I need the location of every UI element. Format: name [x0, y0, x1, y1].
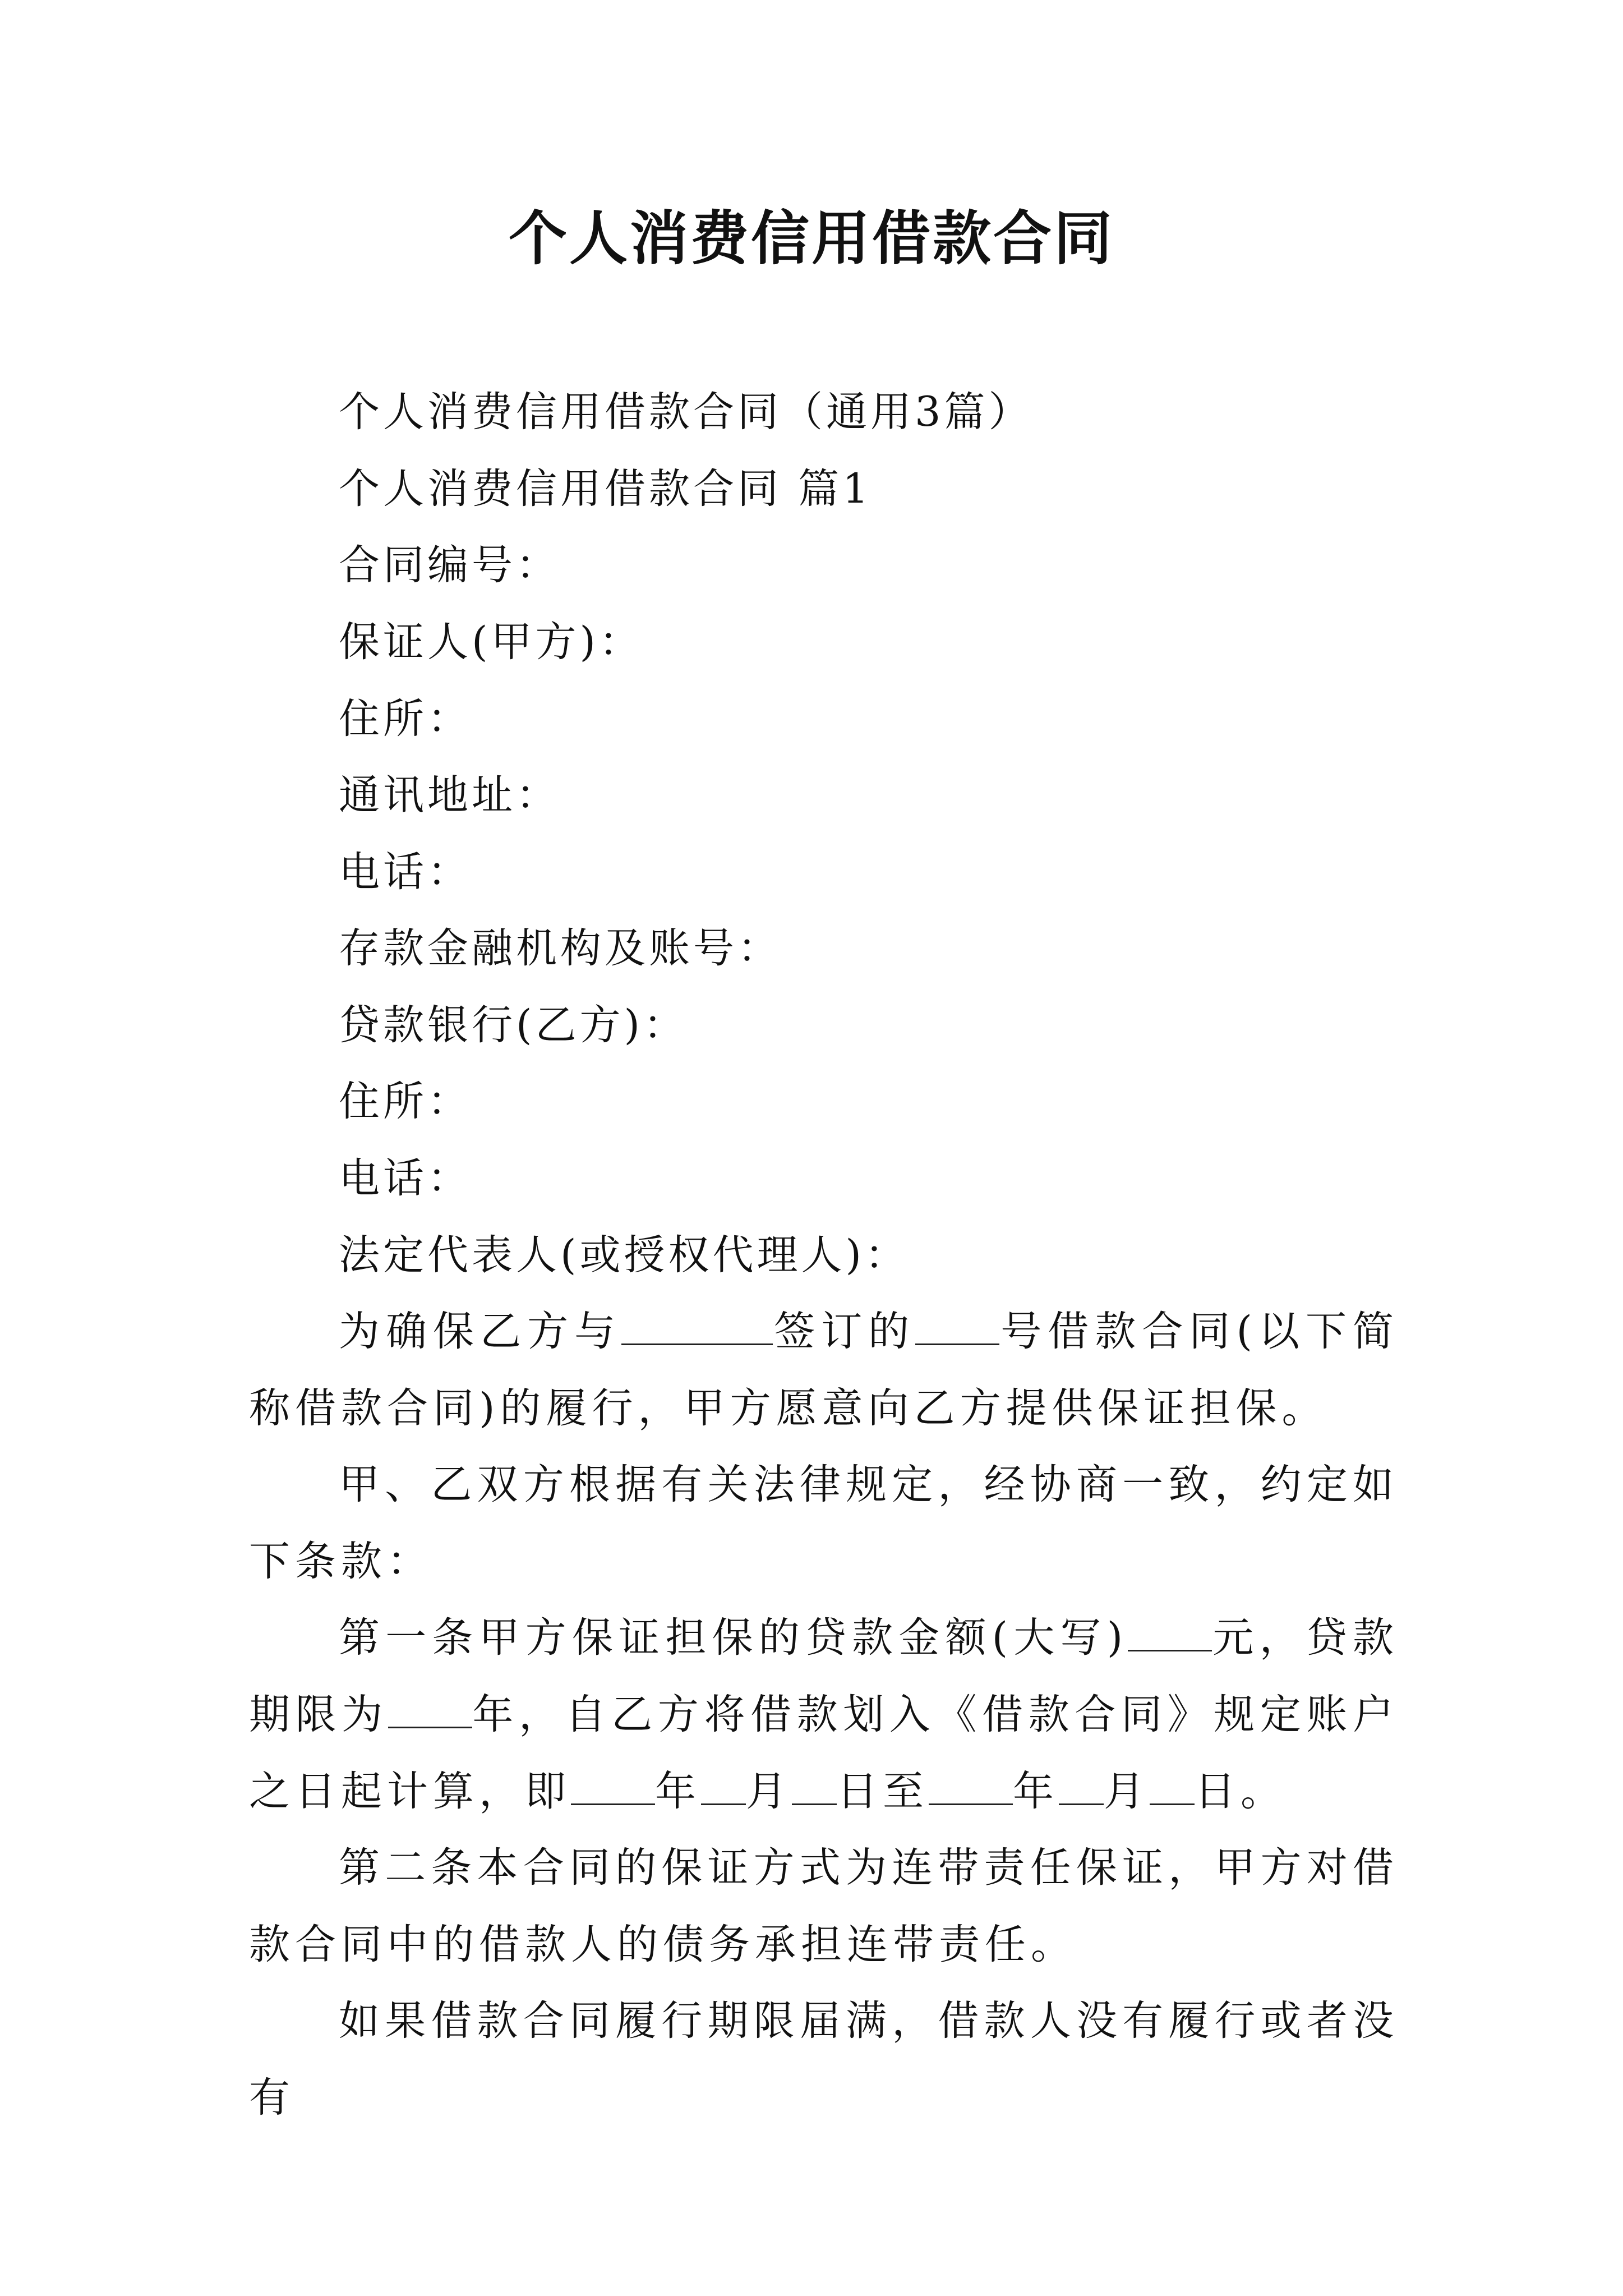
text-segment: 月: [746, 1768, 792, 1815]
text-segment: 年，自乙方将借款划入《借款合同》规定账户之日起计算，即: [249, 1691, 1399, 1815]
blank-field: [915, 1306, 999, 1345]
legal-representative-label: 法定代表人(或授权代理人)：: [339, 1231, 909, 1279]
paragraph-article-2: 第二条本合同的保证方式为连带责任保证，甲方对借款合同中的借款人的债务承担连带责任。: [249, 1844, 1399, 1968]
subtitle-line: 个人消费信用借款合同（通用3篇）: [339, 388, 1033, 436]
bank-account-label: 存款金融机构及账号：: [339, 924, 782, 972]
blank-field: [388, 1690, 472, 1728]
text-segment: 元，贷款期限为: [249, 1614, 1399, 1738]
blank-field: [701, 1766, 746, 1805]
guarantor-label: 保证人(甲方)：: [339, 618, 643, 666]
blank-field: [1128, 1613, 1212, 1651]
text-segment: 签订的: [773, 1308, 916, 1355]
blank-field: [792, 1766, 837, 1805]
blank-field: [1150, 1766, 1195, 1805]
lender-bank-label: 贷款银行(乙方)：: [339, 1001, 688, 1049]
paragraph-continuation: 如果借款合同履行期限届满，借款人没有履行或者没有: [249, 1997, 1399, 2122]
text-segment: 年: [655, 1768, 701, 1815]
guarantor-phone-label: 电话：: [339, 848, 472, 896]
guarantor-address-label: 住所：: [339, 695, 472, 743]
blank-field: [1059, 1766, 1104, 1805]
text-segment: 年: [1013, 1768, 1059, 1815]
blank-field: [929, 1766, 1013, 1805]
paragraph-article-1: [249, 1599, 1399, 1830]
text-segment: 第一条甲方保证担保的贷款金额(大写): [339, 1614, 1128, 1662]
text-segment: 号借款合同(以下简称借款合同)的履行，甲方愿意向乙方提供保证担保。: [249, 1308, 1399, 1432]
mailing-address-label: 通讯地址：: [339, 771, 560, 819]
paragraph-purpose: [249, 1293, 1399, 1447]
text-segment: 日。: [1195, 1768, 1287, 1815]
text-segment: 为确保乙方与: [339, 1308, 622, 1355]
text-segment: 日至: [837, 1768, 929, 1815]
paragraph-agreement: 甲、乙双方根据有关法律规定，经协商一致，约定如下条款：: [249, 1461, 1399, 1585]
lender-address-label: 住所：: [339, 1078, 472, 1125]
lender-phone-label: 电话：: [339, 1154, 472, 1202]
contract-number-label: 合同编号：: [339, 541, 560, 589]
section-heading: 个人消费信用借款合同 篇1: [339, 465, 872, 513]
text-segment: 月: [1104, 1768, 1150, 1815]
document-title: 个人消费信用借款合同: [508, 204, 1114, 273]
blank-field: [571, 1766, 655, 1805]
blank-field: [621, 1306, 773, 1345]
